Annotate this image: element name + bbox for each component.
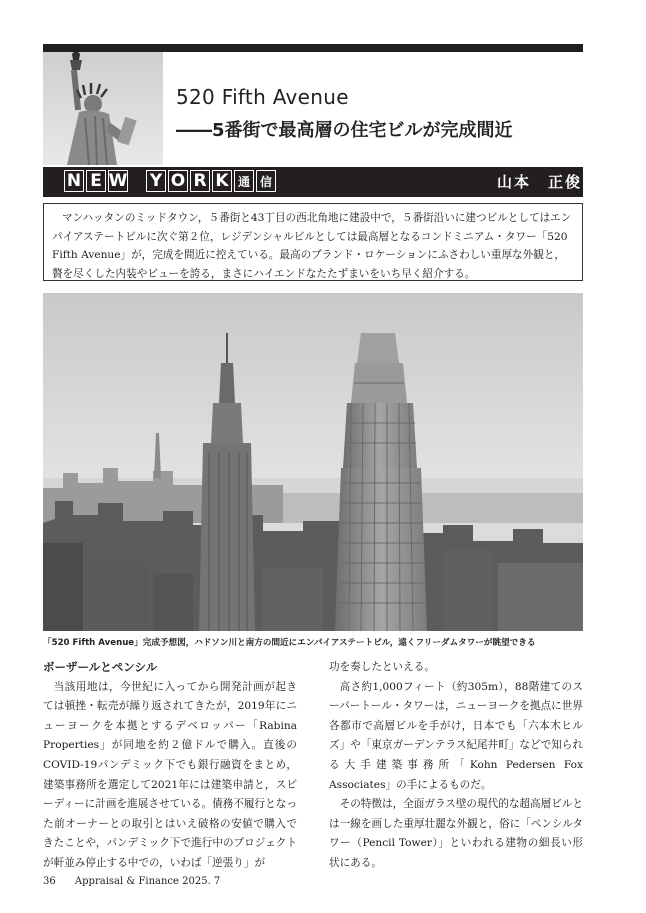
body-paragraph: 功を奏したといえる。 xyxy=(329,661,435,673)
logo-letter: 通 xyxy=(234,170,254,192)
section-heading: ボーザールとペンシル xyxy=(43,660,158,674)
header-top-rule xyxy=(43,44,583,52)
logo-letter: E xyxy=(86,170,106,192)
logo-letter: W xyxy=(108,171,128,191)
body-paragraph: 当該用地は，今世紀に入ってから開発計画が起きては頓挫・転売が繰り返されてきたが，2019年にニューヨークを本拠とするデベロッパー「Rabina Properties」が同地を約２億ドルで購入。直後のCOVID-19パンデミック下でも銀行融資をまとめ，建築事務所を選定して2021年には建築申請と，スピーディーに計画を進展させている。債務不履行となった前オーナーとの取引とはいえ破格の安値で購入できたことや，パンデミック下で進行中のプロジェクトが軒並み停止する中での，いわば「逆張り」が xyxy=(43,680,297,869)
logo-letter: K xyxy=(212,170,232,192)
body-paragraph: その特徴は，全面ガラス壁の現代的な超高層ビルとは一線を画した重厚壮麗な外観と，俗に「ペンシルタワー（Pencil Tower）」といわれる建物の細長い形状にある。 xyxy=(329,798,583,869)
article-title-subtitle: ――5番街で最高層の住宅ビルが完成間近 xyxy=(176,120,513,141)
logo-letter: O xyxy=(168,170,188,192)
statue-of-liberty-image xyxy=(43,52,163,165)
issue-date: 2025. 7 xyxy=(182,876,221,887)
body-paragraph: 高さ約1,000フィート（約305m），88階建てのスーパートール・タワーは，ニューヨークを拠点に世界各都市で高層ビルを手がけ，日本でも「六本木ヒルズ」や「東京ガーデンテラス紀尾井町」などで知られる大手建築事務所「Kohn Pedersen Fox Associates」の手によるものだ。 xyxy=(329,680,583,791)
journal-name: Appraisal & Finance xyxy=(74,876,179,887)
logo-letter: 信 xyxy=(256,170,276,192)
lead-paragraph: マンハッタンのミッドタウン，５番街と43丁目の西北角地に建設中で，５番街沿いに建つビルとしてはエンパイアステートビルに次ぐ第２位，レジデンシャルビルとしては最高層となるコンドミニアム・タワー「520 Fifth Avenue」が，完成を間近に控えている。最高のブランド・ロケーションにふさわしい重厚な外観と，贅を尽くした内装やビューを誇る，まさにハイエンドなたたずまいをいち早く紹介する。 xyxy=(43,203,583,281)
logo-letter: Y xyxy=(146,170,166,192)
new-york-tsushin-logo xyxy=(64,170,276,192)
photo-caption: 「520 Fifth Avenue」完成予想図，ハドソン川と南方の間近にエンパイアステートビル，遠くフリーダムタワーが眺望できる xyxy=(43,638,536,648)
body-column-right xyxy=(329,658,583,874)
page-number: 36 xyxy=(43,876,56,887)
author-name: 山本 正俊 xyxy=(497,173,583,191)
logo-letter: N xyxy=(64,170,84,192)
logo-letter: R xyxy=(190,170,210,192)
article-title-main: 520 Fifth Avenue xyxy=(176,85,349,109)
page-footer xyxy=(43,876,220,887)
building-rendering-photo xyxy=(43,293,583,631)
body-column-left xyxy=(43,658,297,874)
